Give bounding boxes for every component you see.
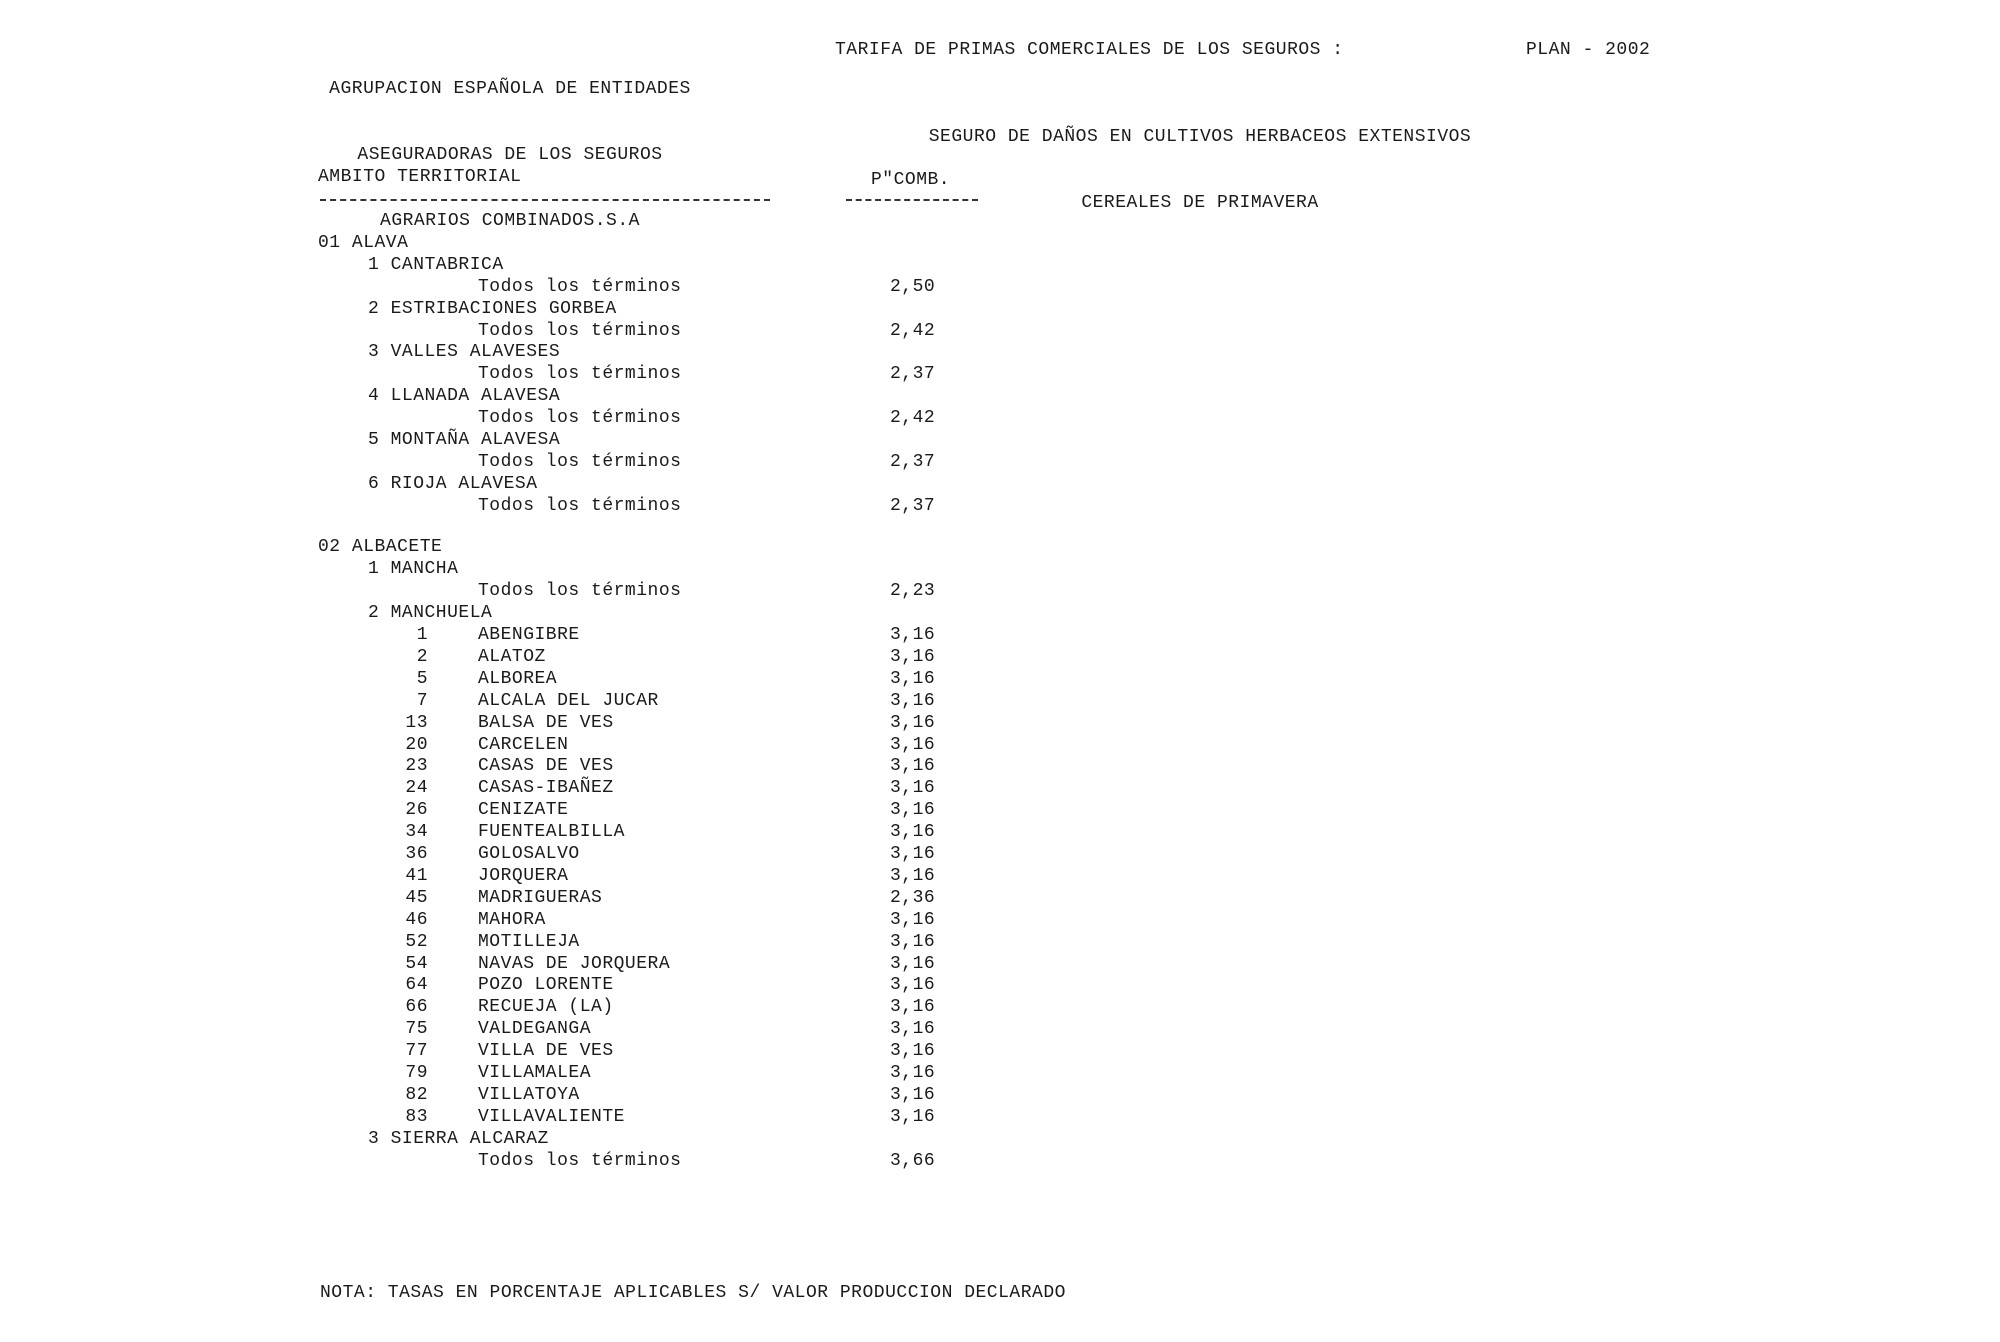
municipality-code: 24 bbox=[405, 778, 428, 798]
insurance-line-2: CEREALES DE PRIMAVERA bbox=[1081, 193, 1319, 213]
municipality-code: 1 bbox=[416, 625, 428, 645]
municipality-row bbox=[0, 887, 1000, 909]
premium-rate: 3,16 bbox=[890, 954, 936, 974]
municipality-row bbox=[0, 712, 1000, 734]
all-terms-row bbox=[0, 363, 1000, 385]
premium-rate: 3,16 bbox=[890, 1041, 936, 1061]
premium-rate: 3,16 bbox=[890, 910, 936, 930]
all-terms-row bbox=[0, 276, 1000, 298]
municipality-code: 20 bbox=[405, 735, 428, 755]
municipality-row bbox=[0, 755, 1000, 777]
municipality-name: VILLA DE VES bbox=[478, 1041, 614, 1061]
premium-rate: 2,37 bbox=[890, 452, 936, 472]
all-terms-row bbox=[0, 320, 1000, 342]
municipality-name: VALDEGANGA bbox=[478, 1019, 592, 1039]
municipality-code: 7 bbox=[416, 691, 428, 711]
premium-rate: 2,42 bbox=[890, 321, 936, 341]
premium-rate: 3,16 bbox=[890, 713, 936, 733]
municipality-name: JORQUERA bbox=[478, 866, 569, 886]
comarca-heading: 4 LLANADA ALAVESA bbox=[368, 386, 561, 406]
municipality-row bbox=[0, 821, 1000, 843]
municipality-row bbox=[0, 1018, 1000, 1040]
comarca-heading: 6 RIOJA ALAVESA bbox=[368, 474, 538, 494]
municipality-name: NAVAS DE JORQUERA bbox=[478, 954, 671, 974]
all-terms-label: Todos los términos bbox=[478, 1151, 682, 1171]
all-terms-label: Todos los términos bbox=[478, 581, 682, 601]
premium-rate: 3,16 bbox=[890, 932, 936, 952]
premium-rate: 3,16 bbox=[890, 844, 936, 864]
comarca-heading: 3 SIERRA ALCARAZ bbox=[368, 1129, 549, 1149]
premium-rate: 2,50 bbox=[890, 277, 936, 297]
all-terms-row bbox=[0, 407, 1000, 429]
premium-rate: 3,16 bbox=[890, 1085, 936, 1105]
municipality-row bbox=[0, 734, 1000, 756]
plan-label: PLAN - 2002 bbox=[1526, 40, 1651, 60]
municipality-name: MADRIGUERAS bbox=[478, 888, 603, 908]
premium-rate: 3,16 bbox=[890, 1019, 936, 1039]
municipality-row bbox=[0, 624, 1000, 646]
comarca-heading: 2 ESTRIBACIONES GORBEA bbox=[368, 299, 617, 319]
municipality-row bbox=[0, 1040, 1000, 1062]
municipality-code: 23 bbox=[405, 756, 428, 776]
comarca-heading: 2 MANCHUELA bbox=[368, 603, 493, 623]
column-header-prima: P"COMB. bbox=[871, 170, 951, 190]
municipality-row bbox=[0, 843, 1000, 865]
municipality-name: BALSA DE VES bbox=[478, 713, 614, 733]
municipality-row bbox=[0, 668, 1000, 690]
municipality-code: 5 bbox=[416, 669, 428, 689]
municipality-name: ABENGIBRE bbox=[478, 625, 580, 645]
municipality-code: 82 bbox=[405, 1085, 428, 1105]
footer-note: NOTA: TASAS EN PORCENTAJE APLICABLES S/ VALOR PRODUCCION DECLARADO bbox=[320, 1283, 1066, 1303]
province-heading: 01 ALAVA bbox=[318, 233, 409, 253]
header-divider-ambito bbox=[320, 199, 770, 201]
municipality-name: CENIZATE bbox=[478, 800, 569, 820]
municipality-name: VILLAVALIENTE bbox=[478, 1107, 625, 1127]
municipality-row bbox=[0, 865, 1000, 887]
org-line-1: AGRUPACION ESPAÑOLA DE ENTIDADES bbox=[329, 79, 691, 99]
municipality-name: MOTILLEJA bbox=[478, 932, 580, 952]
municipality-name: ALCALA DEL JUCAR bbox=[478, 691, 659, 711]
municipality-name: CASAS-IBAÑEZ bbox=[478, 778, 614, 798]
municipality-row bbox=[0, 690, 1000, 712]
header-divider-prima bbox=[846, 199, 978, 201]
comarca-heading: 3 VALLES ALAVESES bbox=[368, 342, 561, 362]
municipality-code: 45 bbox=[405, 888, 428, 908]
municipality-code: 66 bbox=[405, 997, 428, 1017]
column-header-ambito: AMBITO TERRITORIAL bbox=[318, 167, 522, 187]
municipality-code: 77 bbox=[405, 1041, 428, 1061]
municipality-name: GOLOSALVO bbox=[478, 844, 580, 864]
municipality-name: VILLATOYA bbox=[478, 1085, 580, 1105]
comarca-heading: 5 MONTAÑA ALAVESA bbox=[368, 430, 561, 450]
premium-rate: 3,16 bbox=[890, 669, 936, 689]
municipality-row bbox=[0, 931, 1000, 953]
municipality-code: 26 bbox=[405, 800, 428, 820]
premium-rate: 3,16 bbox=[890, 691, 936, 711]
org-name bbox=[300, 34, 720, 254]
premium-rate: 3,66 bbox=[890, 1151, 936, 1171]
municipality-row bbox=[0, 974, 1000, 996]
municipality-row bbox=[0, 996, 1000, 1018]
comarca-heading: 1 CANTABRICA bbox=[368, 255, 504, 275]
municipality-name: CARCELEN bbox=[478, 735, 569, 755]
municipality-code: 75 bbox=[405, 1019, 428, 1039]
province-heading: 02 ALBACETE bbox=[318, 537, 443, 557]
insurance-title bbox=[880, 82, 1520, 236]
municipality-row bbox=[0, 799, 1000, 821]
municipality-name: ALBOREA bbox=[478, 669, 558, 689]
premium-rate: 3,16 bbox=[890, 975, 936, 995]
municipality-code: 64 bbox=[405, 975, 428, 995]
premium-rate: 3,16 bbox=[890, 1063, 936, 1083]
org-line-3: AGRARIOS COMBINADOS.S.A bbox=[380, 211, 640, 231]
premium-rate: 2,37 bbox=[890, 364, 936, 384]
municipality-row bbox=[0, 777, 1000, 799]
municipality-name: RECUEJA (LA) bbox=[478, 997, 614, 1017]
all-terms-row bbox=[0, 580, 1000, 602]
all-terms-row bbox=[0, 1150, 1000, 1172]
all-terms-label: Todos los términos bbox=[478, 496, 682, 516]
all-terms-label: Todos los términos bbox=[478, 277, 682, 297]
municipality-code: 46 bbox=[405, 910, 428, 930]
municipality-name: VILLAMALEA bbox=[478, 1063, 592, 1083]
premium-rate: 2,42 bbox=[890, 408, 936, 428]
municipality-code: 13 bbox=[405, 713, 428, 733]
municipality-code: 41 bbox=[405, 866, 428, 886]
municipality-name: POZO LORENTE bbox=[478, 975, 614, 995]
all-terms-label: Todos los términos bbox=[478, 364, 682, 384]
municipality-name: MAHORA bbox=[478, 910, 546, 930]
municipality-row bbox=[0, 1084, 1000, 1106]
municipality-code: 83 bbox=[405, 1107, 428, 1127]
premium-rate: 3,16 bbox=[890, 1107, 936, 1127]
municipality-row bbox=[0, 646, 1000, 668]
premium-rate: 2,23 bbox=[890, 581, 936, 601]
premium-rate: 3,16 bbox=[890, 866, 936, 886]
municipality-name: FUENTEALBILLA bbox=[478, 822, 625, 842]
municipality-row bbox=[0, 953, 1000, 975]
premium-rate: 3,16 bbox=[890, 625, 936, 645]
municipality-name: CASAS DE VES bbox=[478, 756, 614, 776]
premium-rate: 3,16 bbox=[890, 756, 936, 776]
premium-rate: 2,36 bbox=[890, 888, 936, 908]
municipality-code: 52 bbox=[405, 932, 428, 952]
all-terms-label: Todos los términos bbox=[478, 321, 682, 341]
municipality-row bbox=[0, 1106, 1000, 1128]
municipality-row bbox=[0, 1062, 1000, 1084]
premium-rate: 3,16 bbox=[890, 778, 936, 798]
municipality-code: 36 bbox=[405, 844, 428, 864]
all-terms-label: Todos los términos bbox=[478, 408, 682, 428]
tariff-title: TARIFA DE PRIMAS COMERCIALES DE LOS SEGUROS : bbox=[835, 40, 1344, 60]
insurance-line-1: SEGURO DE DAÑOS EN CULTIVOS HERBACEOS EXTENSIVOS bbox=[928, 127, 1472, 147]
comarca-heading: 1 MANCHA bbox=[368, 559, 459, 579]
municipality-row bbox=[0, 909, 1000, 931]
premium-rate: 3,16 bbox=[890, 800, 936, 820]
all-terms-row bbox=[0, 451, 1000, 473]
premium-rate: 3,16 bbox=[890, 735, 936, 755]
premium-rate: 3,16 bbox=[890, 997, 936, 1017]
municipality-code: 34 bbox=[405, 822, 428, 842]
all-terms-row bbox=[0, 495, 1000, 517]
premium-rate: 3,16 bbox=[890, 647, 936, 667]
premium-rate: 2,37 bbox=[890, 496, 936, 516]
all-terms-label: Todos los términos bbox=[478, 452, 682, 472]
org-line-2: ASEGURADORAS DE LOS SEGUROS bbox=[357, 145, 663, 165]
municipality-code: 2 bbox=[416, 647, 428, 667]
premium-rate: 3,16 bbox=[890, 822, 936, 842]
municipality-name: ALATOZ bbox=[478, 647, 546, 667]
municipality-code: 79 bbox=[405, 1063, 428, 1083]
municipality-code: 54 bbox=[405, 954, 428, 974]
